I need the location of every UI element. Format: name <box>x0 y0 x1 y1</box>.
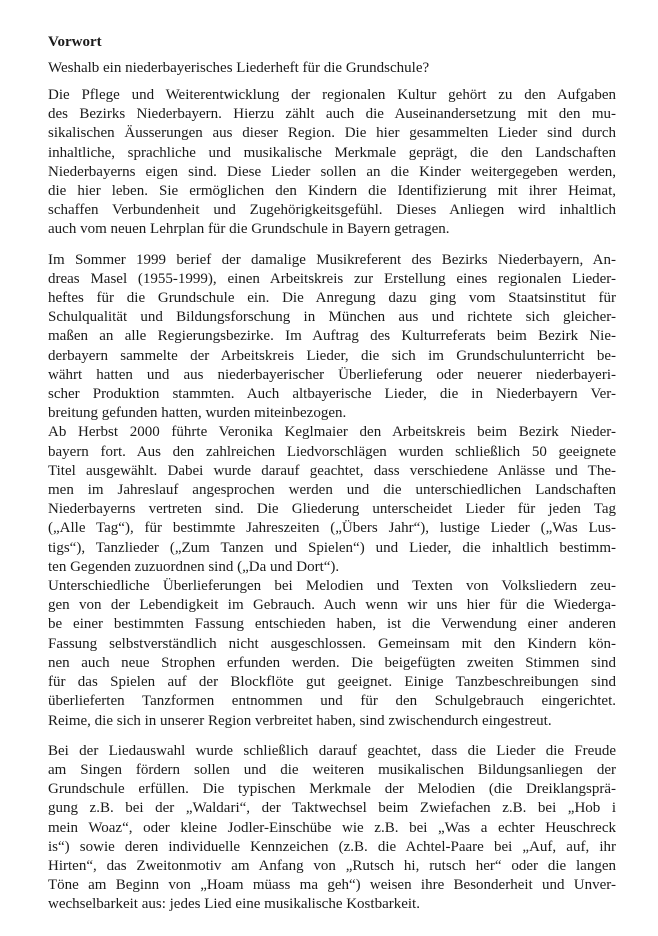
text-line: schaffen Verbundenheit und Zugehörigkeitsgefühl. Dieses Anliegen wird inhaltlich <box>48 202 616 219</box>
text-line: scher Produktion stammten. Auch altbayerische Lieder, die in Niederbayern Ver- <box>48 386 616 403</box>
text-line: die hier leben. Sie ermöglichen den Kindern die Identifizierung mit ihrer Heimat, <box>48 183 616 200</box>
text-line: ten Gegenden zuzuordnen sind („Da und Dort“). <box>48 558 340 575</box>
section-heading: Vorwort <box>48 34 102 50</box>
text-line: Bei der Liedauswahl wurde schließlich darauf geachtet, dass die Lieder die Freude <box>48 742 616 759</box>
text-line: men im Jahreslauf angesprochen werden und die unterschiedlichen Landschaften <box>48 482 616 499</box>
paragraph <box>48 742 616 915</box>
text-line: maßen an alle Regierungsbezirke. Im Auftrag des Kulturreferats beim Bezirk Nie- <box>48 328 616 345</box>
text-line: inhaltliche, sprachliche und musikalische Merkmale geprägt, die den Landschaften <box>48 144 616 161</box>
text-line: nen auch neue Strophen erfunden werden. Die beigefügten zweiten Stimmen sind <box>48 654 616 671</box>
paragraph <box>48 577 616 731</box>
text-line: breitung gefunden hatten, wurden miteinbezogen. <box>48 405 347 422</box>
text-line: gung z.B. bei der „Waldari“, der Taktwechsel beim Zwiefachen z.B. bei „Hob i <box>48 800 616 817</box>
text-line: Unterschiedliche Überlieferungen bei Melodien und Texten von Volksliedern zeu- <box>48 578 616 595</box>
text-line: dreas Masel (1955-1999), einen Arbeitskreis zur Erstellung eines regionalen Lieder- <box>48 270 616 287</box>
text-line: Hirten“, das Zweitonmotiv am Anfang von „Rutsch hi, rutsch her“ oder die langen <box>48 857 616 874</box>
text-line: währt hatten und aus niederbayerischer Überlieferung oder neuerer niederbayeri- <box>48 366 616 383</box>
text-line: Grundschule erfüllen. Die typischen Merkmale der Melodien (die Dreiklangsprä- <box>48 781 616 798</box>
paragraph <box>48 86 616 240</box>
paragraph <box>48 251 616 424</box>
text-line: mein Woaz“, oder kleine Jodler-Einschübe wie z.B. bei „Was a echter Heuschreck <box>48 819 616 836</box>
document-page <box>48 32 616 915</box>
text-line: tigs“), Tanzlieder („Zum Tanzen und Spielen“) und Lieder, die inhaltlich bestimm- <box>48 539 616 556</box>
text-line: is“) sowie deren individuelle Kennzeichen (z.B. die Achtel-Paare bei „Auf, auf, ihr <box>48 838 616 855</box>
text-line: Im Sommer 1999 berief der damalige Musikreferent des Bezirks Niederbayern, An- <box>48 251 616 268</box>
text-line: Die Pflege und Weiterentwicklung der regionalen Kultur gehört zu den Aufgaben <box>48 87 616 103</box>
text-line: Niederbayerns vertreten sind. Die Gliederung unterscheidet Lieder für jeden Tag <box>48 501 616 518</box>
text-line: wechselbarkeit aus: jedes Lied eine musikalische Kostbarkeit. <box>48 896 420 913</box>
section-question: Weshalb ein niederbayerisches Liederheft für die Grundschule? <box>48 60 430 76</box>
text-line: Töne am Beginn von „Hoam müass ma geh“) weisen ihre Besonderheit und Unver- <box>48 877 616 894</box>
text-line: be einer bestimmten Fassung entschieden haben, ist die Verwendung einer anderen <box>48 616 616 633</box>
text-line: des Bezirks Niederbayern. Hierzu zählt auch die Auseinandersetzung mit den mu- <box>48 106 616 123</box>
text-line: auch vom neuen Lehrplan für die Grundschule in Bayern getragen. <box>48 221 450 238</box>
text-line: Reime, die sich in unserer Region verbreitet haben, sind zwischendurch eingestreut. <box>48 712 552 729</box>
text-line: („Alle Tag“), für bestimmte Jahreszeiten („Übers Jahr“), lustige Lieder („Was Lus- <box>48 520 616 537</box>
text-line: für das Spielen auf der Blockflöte gut geeignet. Einige Tanzbeschreibungen sind <box>48 674 616 691</box>
text-line: Ab Herbst 2000 führte Veronika Keglmaier den Arbeitskreis beim Bezirk Nieder- <box>48 424 616 441</box>
text-line: Schulqualität und Bildungsforschung in München aus und richtete sich gleicher- <box>48 309 616 326</box>
text-line: derbayern sammelte der Arbeitskreis Lieder, die sich im Grundschulunterricht be- <box>48 347 616 364</box>
text-line: Titel ausgewählt. Dabei wurde darauf geachtet, dass verschiedene Anlässe und The- <box>48 462 616 479</box>
text-line: heftes für die Grundschule ein. Die Anregung dazu ging vom Staatsinstitut für <box>48 290 616 307</box>
text-line: Niederbayerns eigen sind. Diese Lieder sollen an die Kinder weitergegeben werden, <box>48 163 616 180</box>
paragraph <box>48 423 616 577</box>
body-text <box>48 86 616 915</box>
text-line: gen von der Lebendigkeit im Gebrauch. Auch wenn wir uns hier für die Wiederga- <box>48 597 616 614</box>
text-line: bayern fort. Aus den zahlreichen Liedvorschlägen wurden schließlich 50 geeignete <box>48 443 616 460</box>
text-line: überlieferten Tanzformen entnommen und für den Schulgebrauch eingerichtet. <box>48 693 616 710</box>
text-line: sikalischen Äusserungen aus dieser Region. Die hier gesammelten Lieder sind durch <box>48 125 616 142</box>
text-line: Fassung selbstverständlich nicht ausgeschlossen. Gemeinsam mit den Kindern kön- <box>48 635 616 652</box>
text-line: am Singen fördern sollen und die weiteren musikalischen Bildungsanliegen der <box>48 761 616 778</box>
